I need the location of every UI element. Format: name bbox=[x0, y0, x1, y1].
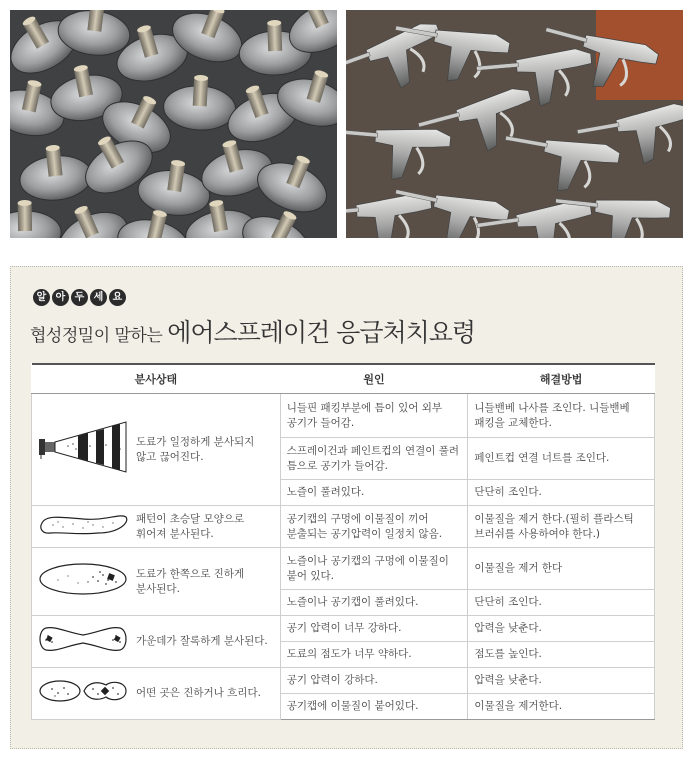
solution-text: 점도를 높인다. bbox=[474, 648, 542, 660]
solution-text: 이물질을 제거 한다.(필히 플라스틱 브러쉬를 사용하여야 한다.) bbox=[474, 512, 634, 540]
table-row bbox=[32, 394, 655, 438]
table-row bbox=[32, 506, 655, 548]
spray-state-text: 어떤 곳은 진하거나 흐리다. bbox=[136, 687, 261, 699]
spray-state-cell bbox=[32, 506, 281, 548]
crescent-pattern-icon bbox=[38, 509, 128, 544]
cause-cell bbox=[280, 480, 468, 506]
cause-cell bbox=[280, 642, 468, 668]
spray-state-text: 도료가 일정하게 분사되지 않고 끊어진다. bbox=[136, 435, 255, 463]
cause-text: 노즐이나 공기캡의 구멍에 이물질이 붙어 있다. bbox=[286, 554, 449, 582]
solution-cell bbox=[468, 616, 655, 642]
table-row bbox=[32, 668, 655, 694]
solution-cell bbox=[468, 438, 655, 480]
spray-cup-parts-photo bbox=[10, 10, 337, 238]
solution-cell bbox=[468, 590, 655, 616]
badge-char: 세 bbox=[90, 289, 107, 306]
spray-cone-icon bbox=[38, 419, 128, 480]
guide-panel bbox=[10, 266, 683, 749]
page-title bbox=[30, 313, 475, 349]
split-pattern-icon bbox=[38, 676, 128, 711]
title-prefix: 협성정밀이 말하는 bbox=[30, 326, 168, 346]
cause-text: 도료의 점도가 너무 약하다. bbox=[286, 648, 412, 660]
spray-state-text: 패턴이 초승달 모양으로 휘어져 분사된다. bbox=[136, 512, 245, 540]
pinched-pattern-icon bbox=[38, 624, 128, 659]
troubleshooting-table bbox=[31, 363, 655, 720]
spray-guns-photo bbox=[346, 10, 683, 238]
solution-text: 단단히 조인다. bbox=[474, 596, 542, 608]
cause-text: 공기 압력이 강하다. bbox=[286, 674, 378, 686]
cause-text: 노즐이나 공기캡이 풀려있다. bbox=[286, 596, 419, 608]
header-spray-state: 분사상태 bbox=[32, 364, 281, 394]
solution-cell bbox=[468, 668, 655, 694]
badge-char: 두 bbox=[71, 289, 88, 306]
spray-state-text: 가운데가 잘록하게 분사된다. bbox=[136, 635, 268, 647]
solution-cell bbox=[468, 506, 655, 548]
cause-text: 공기캡의 구멍에 이물질이 끼어 분출되는 공기압력이 일정치 않음. bbox=[286, 512, 443, 540]
product-photos bbox=[10, 10, 683, 238]
cause-cell bbox=[280, 506, 468, 548]
cause-cell bbox=[280, 616, 468, 642]
cause-cell bbox=[280, 694, 468, 720]
table-header-row bbox=[32, 364, 655, 394]
solution-text: 압력을 낮춘다. bbox=[474, 674, 542, 686]
cause-cell bbox=[280, 590, 468, 616]
solution-cell bbox=[468, 480, 655, 506]
cause-text: 공기 압력이 너무 강하다. bbox=[286, 622, 402, 634]
spray-state-cell bbox=[32, 548, 281, 616]
badge-char: 요 bbox=[109, 289, 126, 306]
solution-cell bbox=[468, 694, 655, 720]
header-cause: 원인 bbox=[280, 364, 468, 394]
spray-state-cell bbox=[32, 668, 281, 720]
table-row bbox=[32, 616, 655, 642]
solution-cell bbox=[468, 394, 655, 438]
badge-char: 알 bbox=[33, 289, 50, 306]
solution-text: 단단히 조인다. bbox=[474, 486, 542, 498]
badge-row bbox=[33, 289, 126, 307]
spray-state-cell bbox=[32, 616, 281, 668]
solution-text: 니들밴베 나사를 조인다. 니들밴베 패킹을 교체한다. bbox=[474, 401, 630, 429]
spray-state-text: 도료가 한쪽으로 진하게 분사된다. bbox=[136, 567, 245, 595]
cause-cell bbox=[280, 394, 468, 438]
cause-text: 공기캡에 이물질이 붙어있다. bbox=[286, 700, 419, 712]
table-row bbox=[32, 548, 655, 590]
title-main: 에어스프레이건 응급처치요령 bbox=[167, 318, 476, 347]
oneside-pattern-icon bbox=[38, 561, 128, 602]
solution-text: 압력을 낮춘다. bbox=[474, 622, 542, 634]
solution-text: 이물질을 제거한다. bbox=[474, 700, 563, 712]
header-solution: 해결방법 bbox=[468, 364, 655, 394]
cause-cell bbox=[280, 668, 468, 694]
solution-text: 이물질을 제거 한다 bbox=[474, 562, 563, 574]
cause-text: 니들핀 패킹부분에 틈이 있어 외부 공기가 들어감. bbox=[286, 401, 443, 429]
solution-cell bbox=[468, 642, 655, 668]
cause-text: 스프레이건과 페인트컵의 연결이 풀려 틈으로 공기가 들어감. bbox=[286, 444, 460, 472]
badge-char: 아 bbox=[52, 289, 69, 306]
cause-cell bbox=[280, 438, 468, 480]
solution-text: 페인트컵 연결 너트를 조인다. bbox=[474, 452, 610, 464]
cause-text: 노즐이 풀려있다. bbox=[286, 486, 365, 498]
cause-cell bbox=[280, 548, 468, 590]
spray-state-cell bbox=[32, 394, 281, 506]
solution-cell bbox=[468, 548, 655, 590]
